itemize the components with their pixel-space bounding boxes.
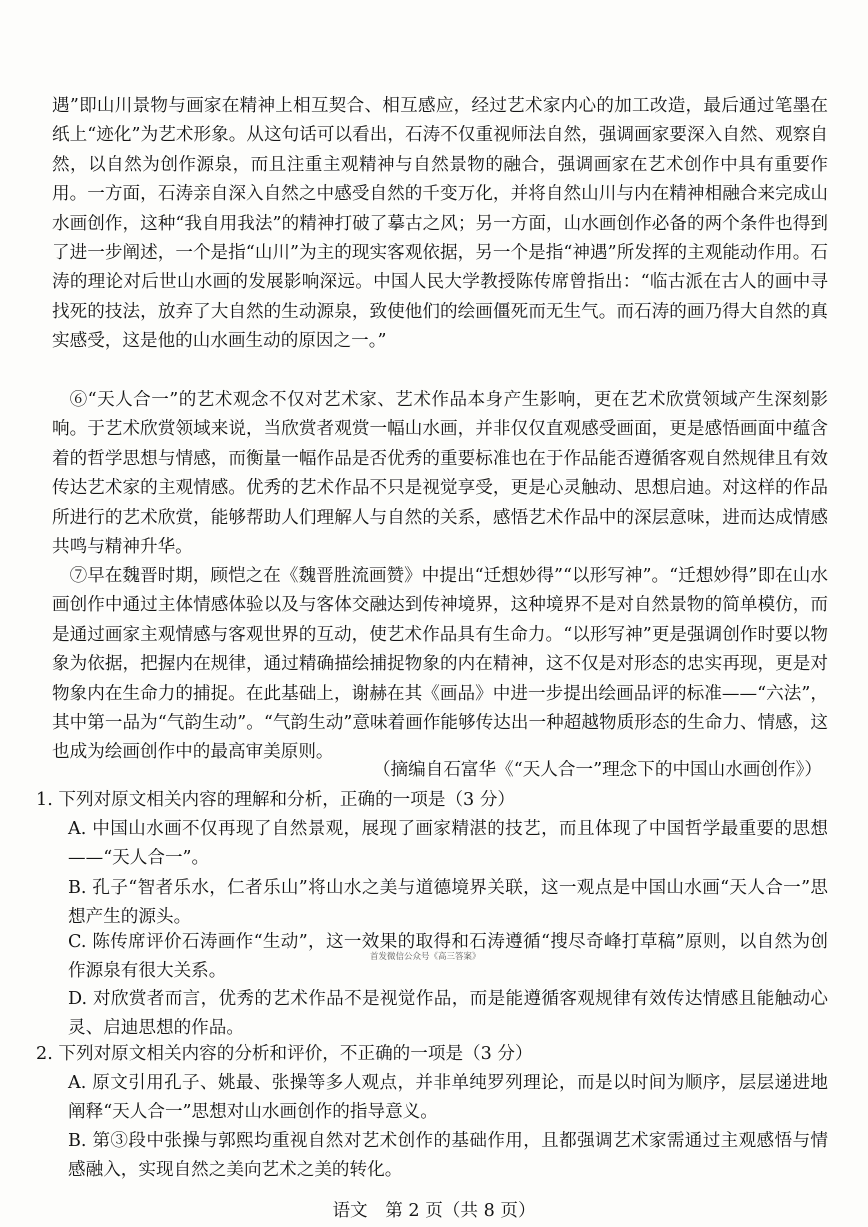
paragraph-5-continued: 遇”即山川景物与画家在精神上相互契合、相互感应，经过艺术家内心的加工改造，最后通过笔墨在纸上“迹化”为艺术形象。从这句话可以看出，石涛不仅重视师法自然，强调画家要深入自然、观察自然，以自然为创作源泉，而且注重主观精神与自然景物的融合，强调画家在艺术创作中具有重要作用。一方面，石涛亲自深入自然之中感受自然的千变万化，并将自然山川与内在精神相融合来完成山水画创作，这种“我自用我法”的精神打破了摹古之风；另一方面，山水画创作必备的两个条件也得到了进一步阐述，一个是指“山川”为主的现实客观依据，另一个是指“神遇”所发挥的主观能动作用。石涛的理论对后世山水画的发展影响深远。中国人民大学教授陈传席曾指出：“临古派在古人的画中寻找死的技法，放弃了大自然的生动源泉，致使他们的绘画僵死而无生气。而石涛的画乃得大自然的真实感受，这是他的山水画生动的原因之一。” [52,96,828,352]
paragraph-6: ⑥“天人合一”的艺术观念不仅对艺术家、艺术作品本身产生影响，更在艺术欣赏领域产生深刻影响。于艺术欣赏领域来说，当欣赏者观赏一幅山水画，并非仅仅直观感受画面，更是感悟画面中蕴含着的哲学思想与情感，而衡量一幅作品是否优秀的重要标准也在于作品能否遵循客观自然规律且有效传达艺术家的主观情感。优秀的艺术作品不只是视觉享受，更是心灵触动、思想启迪。对这样的作品所进行的艺术欣赏，能够帮助人们理解人与自然的关系，感悟艺术作品中的深层意味，进而达成情感共鸣与精神升华。 [52,390,828,558]
question-1-option-a: A. 中国山水画不仅再现了自然景观，展现了画家精湛的技艺，而且体现了中国哲学最重要的思想——“天人合一”。 [68,819,828,869]
watermark-text: 首发微信公众号《高三答案》 [370,952,481,962]
question-1-option-c: C. 陈传席评价石涛画作“生动”，这一效果的取得和石涛遵循“搜尽奇峰打草稿”原则，以自然为创作源泉有很大关系。 [68,932,828,982]
question-1-stem: 1. 下列对原文相关内容的理解和分析，正确的一项是（3 分） [36,790,516,810]
question-2-stem: 2. 下列对原文相关内容的分析和评价，不正确的一项是（3 分） [36,1044,533,1064]
question-1-option-b: B. 孔子“智者乐水，仁者乐山”将山水之美与道德境界关联，这一观点是中国山水画“天人合一”思想产生的源头。 [68,878,828,928]
page-footer: 语文 第 2 页（共 8 页） [332,1201,536,1221]
question-2-option-b: B. 第③段中张操与郭熙均重视自然对艺术创作的基础作用，且都强调艺术家需通过主观感悟与情感融入，实现自然之美向艺术之美的转化。 [68,1131,828,1181]
source-citation: （摘编自石富华《“天人合一”理念下的中国山水画创作》） [372,760,822,780]
question-2-option-a: A. 原文引用孔子、姚最、张操等多人观点，并非单纯罗列理论，而是以时间为顺序，层层递进地阐释“天人合一”思想对山水画创作的指导意义。 [68,1073,828,1123]
paragraph-7: ⑦早在魏晋时期，顾恺之在《魏晋胜流画赞》中提出“迁想妙得”“以形写神”。“迁想妙得”即在山水画创作中通过主体情感体验以及与客体交融达到传神境界，这种境界不是对自然景物的简单模仿，而是通过画家主观情感与客观世界的互动，使艺术作品具有生命力。“以形写神”更是强调创作时要以物象为依据，把握内在规律，通过精确描绘捕捉物象的内在精神，这不仅是对形态的忠实再现，更是对物象内在生命力的捕捉。在此基础上，谢赫在其《画品》中进一步提出绘画品评的标准——“六法”，其中第一品为“气韵生动”。“气韵生动”意味着画作能够传达出一种超越物质形态的生命力、情感，这也成为绘画创作中的最高审美原则。 [52,566,828,763]
question-1-option-d: D. 对欣赏者而言，优秀的艺术作品不是视觉作品，而是能遵循客观规律有效传达情感且能触动心灵、启迪思想的作品。 [68,989,828,1039]
